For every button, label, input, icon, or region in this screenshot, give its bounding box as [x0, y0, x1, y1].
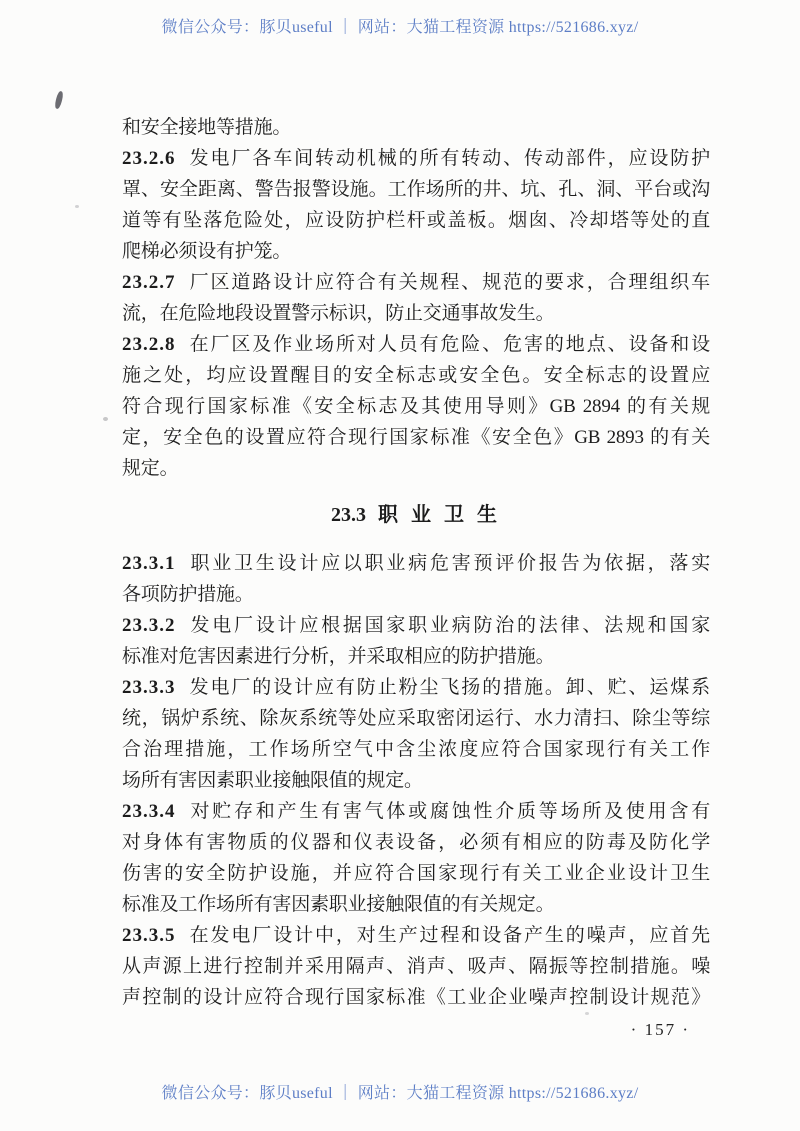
body-line: 标准及工作场所有害因素职业接触限值的有关规定。	[122, 894, 555, 915]
clause-first-line	[122, 548, 710, 579]
page-number: · 157 ·	[630, 1020, 690, 1039]
body-line: 道等有坠落危险处，应设防护栏杆或盖板。烟囱、冷却塔等处的直	[122, 210, 710, 231]
body-line: 声控制的设计应符合现行国家标准《工业企业噪声控制设计规范》	[122, 987, 710, 1008]
scan-artifact	[54, 91, 64, 110]
clause-first-line	[122, 329, 710, 360]
body-line: 定，安全色的设置应符合现行国家标准《安全色》GB 2893 的有关	[122, 427, 710, 448]
clause-first-line	[122, 267, 710, 298]
clause-number: 23.2.7	[122, 272, 176, 293]
document-body	[122, 112, 710, 1013]
body-line: 流，在危险地段设置警示标识，防止交通事故发生。	[122, 303, 555, 324]
body-line: 从声源上进行控制并采用隔声、消声、吸声、隔振等控制措施。噪	[122, 956, 710, 977]
scan-artifact	[103, 417, 108, 421]
section-title: 职 业 卫 生	[378, 504, 501, 526]
clause-number: 23.2.6	[122, 148, 176, 169]
body-line: 统，锅炉系统、除灰系统等处应采取密闭运行、水力清扫、除尘等综	[122, 708, 710, 729]
clause-text: 对贮存和产生有害气体或腐蚀性介质等场所及使用含有	[187, 801, 710, 822]
clause-text: 发电厂的设计应有防止粉尘飞扬的措施。卸、贮、运煤系	[187, 677, 710, 698]
bottom-watermark: 微信公众号：豚贝useful ｜ 网站：大猫工程资源 https://521686.xyz/	[161, 1085, 639, 1102]
clause-number: 23.3.5	[122, 925, 176, 946]
section-heading	[122, 502, 710, 528]
section-number: 23.3	[331, 504, 366, 526]
clause-number: 23.3.1	[122, 553, 176, 574]
clause-first-line	[122, 672, 710, 703]
scan-artifact	[75, 205, 79, 208]
clause-number: 23.3.3	[122, 677, 176, 698]
clause-first-line	[122, 610, 710, 641]
body-line: 施之处，均应设置醒目的安全标志或安全色。安全标志的设置应	[122, 365, 710, 386]
clause-text: 发电厂设计应根据国家职业病防治的法律、法规和国家	[187, 615, 710, 636]
body-line: 和安全接地等措施。	[122, 117, 292, 138]
clause-first-line	[122, 143, 710, 174]
body-line: 场所有害因素职业接触限值的规定。	[122, 770, 423, 791]
body-line: 伤害的安全防护设施，并应符合国家现行有关工业企业设计卫生	[122, 863, 710, 884]
clause-first-line	[122, 920, 710, 951]
clause-number: 23.3.2	[122, 615, 176, 636]
body-line: 各项防护措施。	[122, 584, 254, 605]
body-line: 对身体有害物质的仪器和仪表设备，必须有相应的防毒及防化学	[122, 832, 710, 853]
body-line: 爬梯必须设有护笼。	[122, 241, 292, 262]
clause-text: 厂区道路设计应符合有关规程、规范的要求，合理组织车	[187, 272, 710, 293]
clause-text: 职业卫生设计应以职业病危害预评价报告为依据，落实	[187, 553, 710, 574]
clause-text: 在发电厂设计中，对生产过程和设备产生的噪声，应首先	[187, 925, 710, 946]
body-line: 规定。	[122, 458, 179, 479]
clause-text: 在厂区及作业场所对人员有危险、危害的地点、设备和设	[187, 334, 710, 355]
body-line: 合治理措施，工作场所空气中含尘浓度应符合国家现行有关工作	[122, 739, 710, 760]
clause-number: 23.3.4	[122, 801, 176, 822]
body-line: 符合现行国家标准《安全标志及其使用导则》GB 2894 的有关规	[122, 396, 710, 417]
top-watermark: 微信公众号：豚贝useful ｜ 网站：大猫工程资源 https://521686.xyz/	[161, 19, 639, 36]
clause-text: 发电厂各车间转动机械的所有转动、传动部件，应设防护	[187, 148, 710, 169]
body-line: 罩、安全距离、警告报警设施。工作场所的井、坑、孔、洞、平台或沟	[122, 179, 710, 200]
body-line: 标准对危害因素进行分析，并采取相应的防护措施。	[122, 646, 555, 667]
clause-number: 23.2.8	[122, 334, 176, 355]
clause-first-line	[122, 796, 710, 827]
